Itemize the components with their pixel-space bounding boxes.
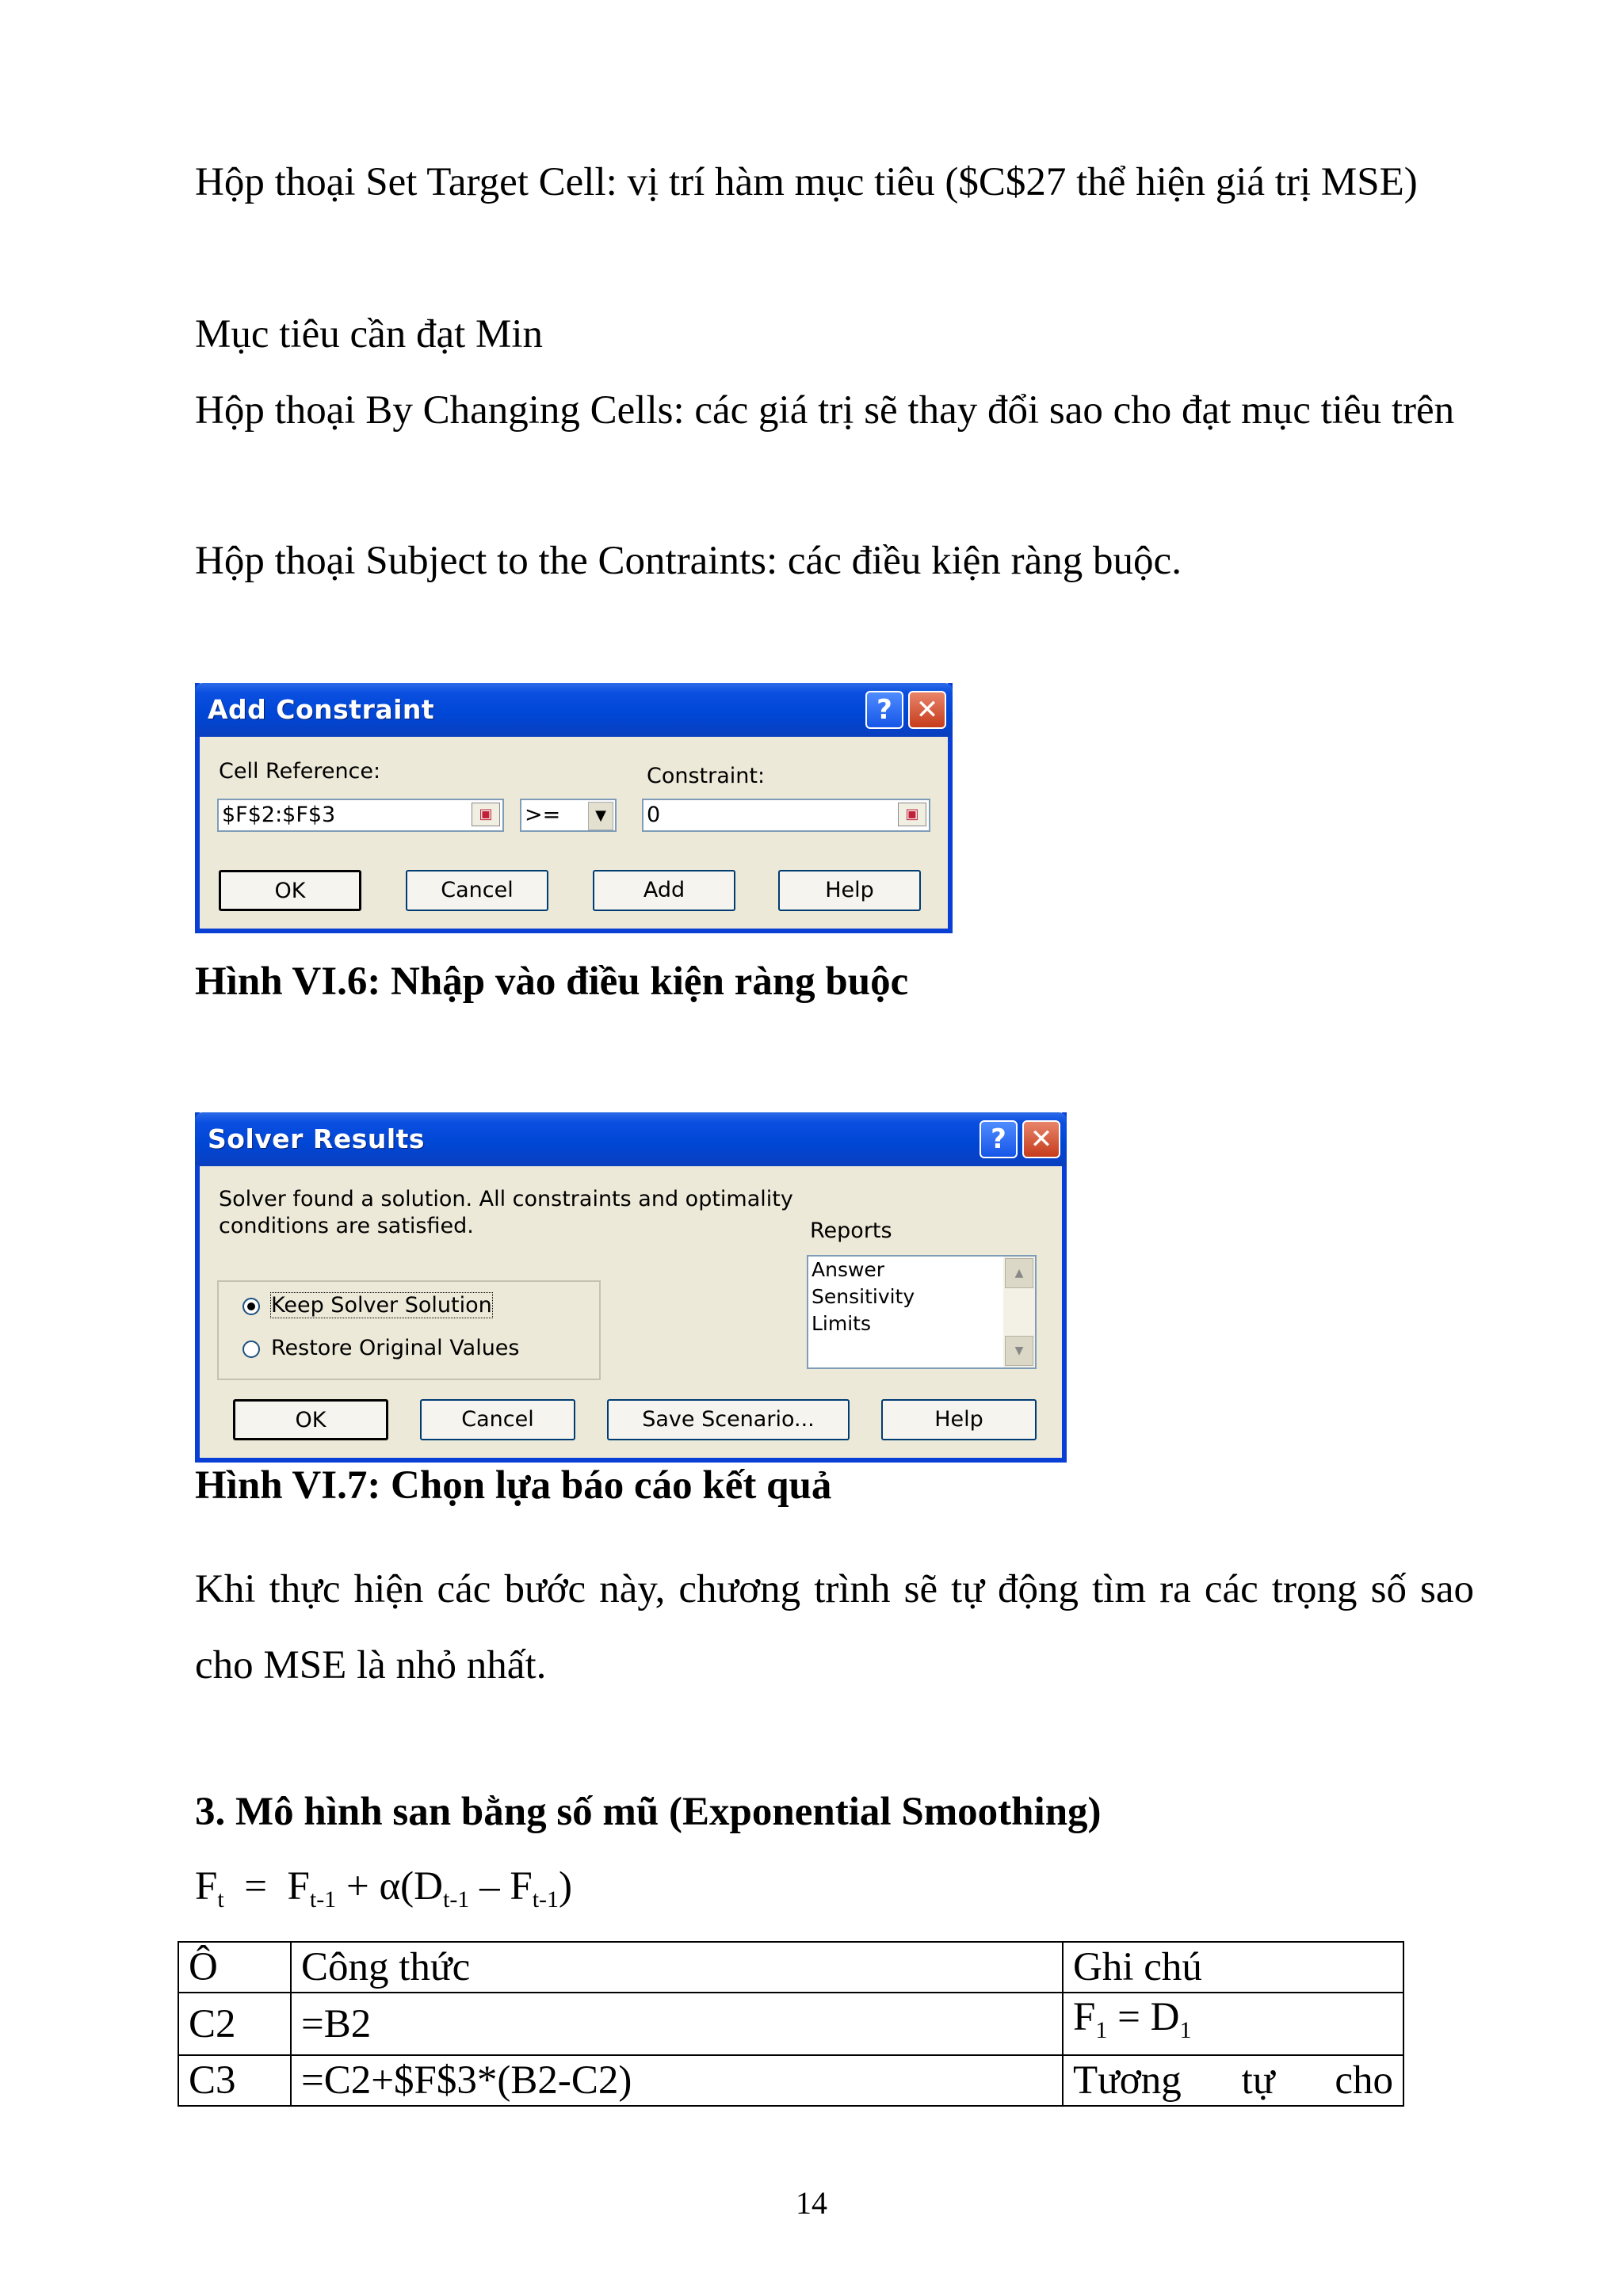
table-row [178,2055,1403,2106]
constraint-value: 0 [647,803,661,827]
formula-equals: = [244,1864,267,1909]
table-cell: C3 [178,2055,291,2106]
page-number: 14 [796,2185,827,2221]
constraint-label: Constraint: [647,764,766,788]
operator-value: >= [525,803,561,827]
save-scenario-button[interactable]: Save Scenario... [607,1399,850,1440]
dialog-titlebar [195,1112,1067,1166]
help-icon[interactable]: ? [865,691,903,729]
formula-subscript: t-1 [309,1886,337,1913]
table-header: Ghi chú [1063,1942,1403,1993]
scroll-down-icon[interactable]: ▼ [1005,1336,1033,1366]
dialog-title: Solver Results [208,1123,426,1154]
table-cell: =C2+$F$3*(B2-C2) [291,2055,1063,2106]
formula-term: – F [479,1864,533,1909]
cell-reference-label: Cell Reference: [219,759,381,784]
dialog-title: Add Constraint [208,694,435,725]
table-cell: C2 [178,1993,291,2055]
note-word: Tương [1073,2058,1182,2103]
paragraph-set-target-cell: Hộp thoại Set Target Cell: vị trí hàm mục tiêu ($C$27 thể hiện giá trị MSE) [195,160,1418,204]
list-item[interactable]: Limits [812,1312,871,1335]
table-row [178,1993,1403,2055]
solver-message-line2: conditions are satisfied. [219,1214,474,1238]
reports-listbox[interactable] [807,1255,1037,1369]
ok-button[interactable]: OK [233,1399,388,1440]
help-button[interactable]: Help [778,870,921,911]
range-select-icon[interactable]: ▣ [472,803,500,826]
range-select-icon[interactable]: ▣ [898,803,926,826]
table-cell: =B2 [291,1993,1063,2055]
reports-label: Reports [810,1219,892,1243]
table-header-row [178,1942,1403,1993]
paragraph-by-changing-cells: Hộp thoại By Changing Cells: các giá trị sẽ thay đổi sao cho đạt mục tiêu trên [195,388,1455,433]
keep-solution-label[interactable]: Keep Solver Solution [271,1293,492,1318]
cell-reference-input[interactable] [217,799,504,832]
formula-term: ) [559,1864,572,1909]
add-constraint-dialog [195,683,953,933]
list-item[interactable]: Sensitivity [812,1285,915,1308]
section-heading: 3. Mô hình san bằng số mũ (Exponential Smoothing) [195,1790,1102,1834]
figure-caption-vi7: Hình VI.7: Chọn lựa báo cáo kết quả [195,1463,832,1508]
note-equals: = [1117,1995,1140,2039]
formula-term: F [195,1864,218,1909]
paragraph-subject-to-constraints: Hộp thoại Subject to the Contraints: các điều kiện ràng buộc. [195,539,1182,583]
chevron-down-icon[interactable]: ▼ [588,802,613,830]
solver-results-dialog [195,1112,1067,1463]
table-header: Ô [178,1942,291,1993]
paragraph-min-target: Mục tiêu cần đạt Min [195,312,544,357]
note-word: cho [1335,2058,1393,2103]
paragraph-result-explanation: Khi thực hiện các bước này, chương trình sẽ tự động tìm ra các trọng số sao cho MSE là nhỏ nhất. [195,1567,1474,1688]
close-icon[interactable]: ✕ [908,691,946,729]
formula-subscript: t-1 [532,1886,559,1913]
formula-subscript: t-1 [442,1886,470,1913]
note-term: F [1073,1995,1096,2039]
add-button[interactable]: Add [593,870,735,911]
reports-scrollbar[interactable] [1003,1257,1035,1367]
formula-table [178,1941,1404,2107]
solver-message-line1: Solver found a solution. All constraints and optimality [219,1187,793,1211]
restore-values-radio[interactable] [242,1341,260,1358]
note-subscript: 1 [1179,2017,1192,2043]
exponential-smoothing-formula [195,1863,572,1913]
ok-button[interactable]: OK [219,870,361,911]
help-icon[interactable]: ? [980,1120,1018,1158]
list-item[interactable]: Answer [812,1258,885,1281]
cancel-button[interactable]: Cancel [420,1399,575,1440]
restore-values-label[interactable]: Restore Original Values [271,1336,520,1360]
cell-reference-value: $F$2:$F$3 [222,803,336,827]
formula-term: F [287,1864,310,1909]
table-cell-note [1063,2055,1403,2106]
cancel-button[interactable]: Cancel [406,870,548,911]
table-cell-note [1063,1993,1403,2055]
note-term: D [1150,1995,1180,2039]
keep-solution-radio[interactable] [242,1298,260,1315]
scroll-up-icon[interactable]: ▲ [1005,1258,1033,1288]
formula-term: + α(D [346,1864,443,1909]
dialog-titlebar [195,683,953,737]
help-button[interactable]: Help [881,1399,1037,1440]
operator-select[interactable] [520,799,617,832]
constraint-input[interactable] [642,799,930,832]
solution-options-group [217,1280,601,1380]
note-word: tự [1241,2058,1275,2103]
close-icon[interactable]: ✕ [1022,1120,1060,1158]
formula-subscript: t [217,1886,224,1913]
note-subscript: 1 [1095,2017,1108,2043]
table-header: Công thức [291,1942,1063,1993]
figure-caption-vi6: Hình VI.6: Nhập vào điều kiện ràng buộc [195,959,909,1004]
